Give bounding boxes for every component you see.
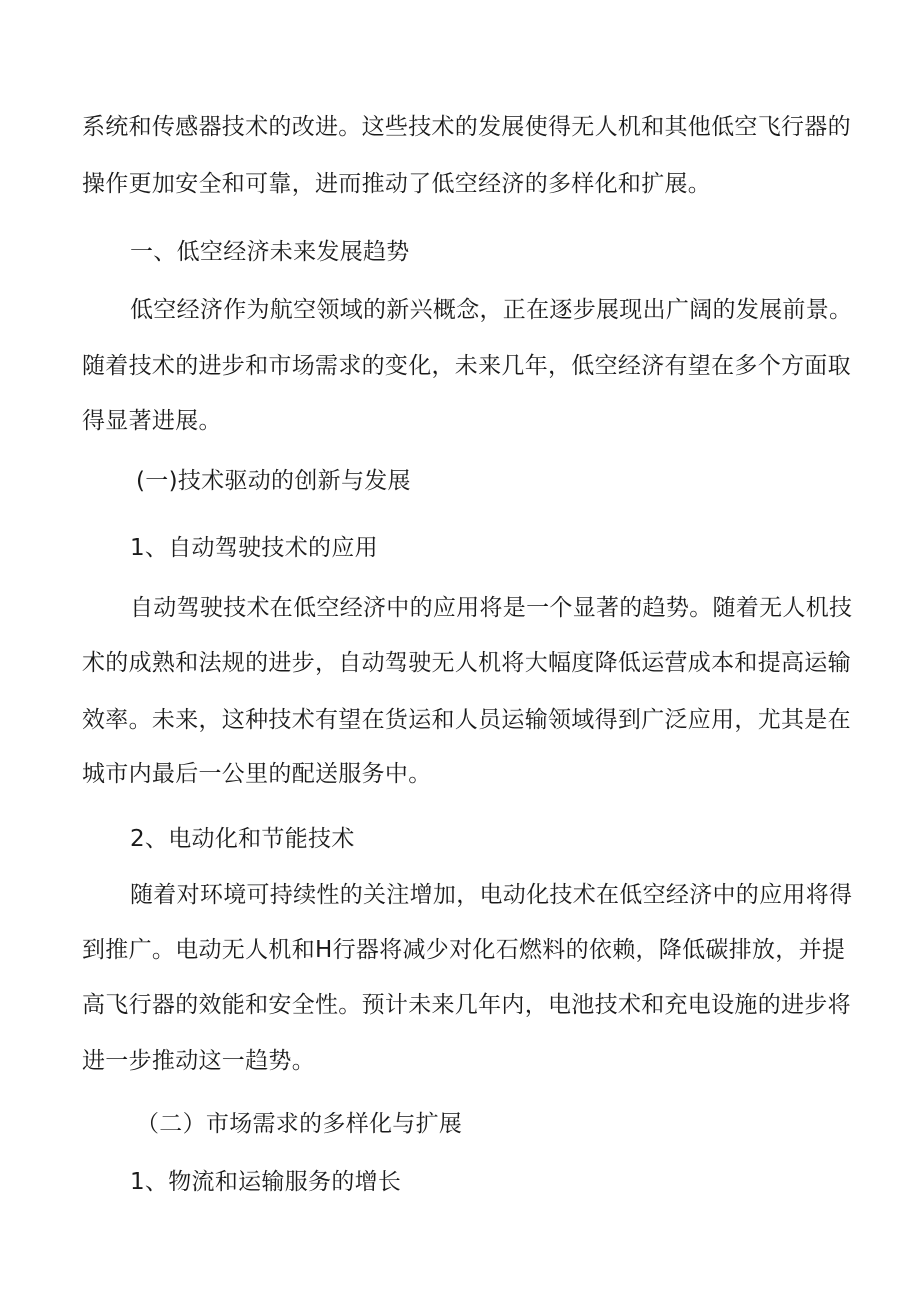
paragraph-line: 高飞行器的效能和安全性。预计未来几年内，电池技术和充电设施的进步将 <box>82 992 851 1018</box>
subsection-heading: (一)技术驱动的创新与发展 <box>136 468 411 494</box>
paragraph-line: 系统和传感器技术的改进。这些技术的发展使得无人机和其他低空飞行器的 <box>82 114 851 140</box>
paragraph-line: 操作更加安全和可靠，进而推动了低空经济的多样化和扩展。 <box>82 171 712 197</box>
section-heading: 一、低空经济未来发展趋势 <box>130 239 410 265</box>
paragraph-line: 随着对环境可持续性的关注增加，电动化技术在低空经济中的应用将得 <box>130 882 853 908</box>
paragraph-line: 得显著进展。 <box>82 408 222 434</box>
item-heading: 2、电动化和节能技术 <box>130 826 355 852</box>
paragraph-line: 效率。未来，这种技术有望在货运和人员运输领域得到广泛应用，尤其是在 <box>82 707 851 733</box>
paragraph-line: 随着技术的进步和市场需求的变化，未来几年，低空经济有望在多个方面取 <box>82 353 851 379</box>
paragraph-line: 术的成熟和法规的进步，自动驾驶无人机将大幅度降低运营成本和提高运输 <box>82 650 851 676</box>
item-heading: 1、物流和运输服务的增长 <box>130 1169 402 1195</box>
paragraph-line: 城市内最后一公里的配送服务中。 <box>82 761 432 787</box>
paragraph-line: 自动驾驶技术在低空经济中的应用将是一个显著的趋势。随着无人机技 <box>130 595 853 621</box>
paragraph-line: 低空经济作为航空领域的新兴概念，正在逐步展现出广阔的发展前景。 <box>130 297 853 323</box>
paragraph-line: 到推广。电动无人机和H行器将减少对化石燃料的依赖，降低碳排放，并提 <box>82 937 846 963</box>
item-heading: 1、自动驾驶技术的应用 <box>130 535 378 561</box>
paragraph-line: 进一步推动这一趋势。 <box>82 1048 315 1074</box>
subsection-heading: （二）市场需求的多样化与扩展 <box>136 1111 463 1137</box>
